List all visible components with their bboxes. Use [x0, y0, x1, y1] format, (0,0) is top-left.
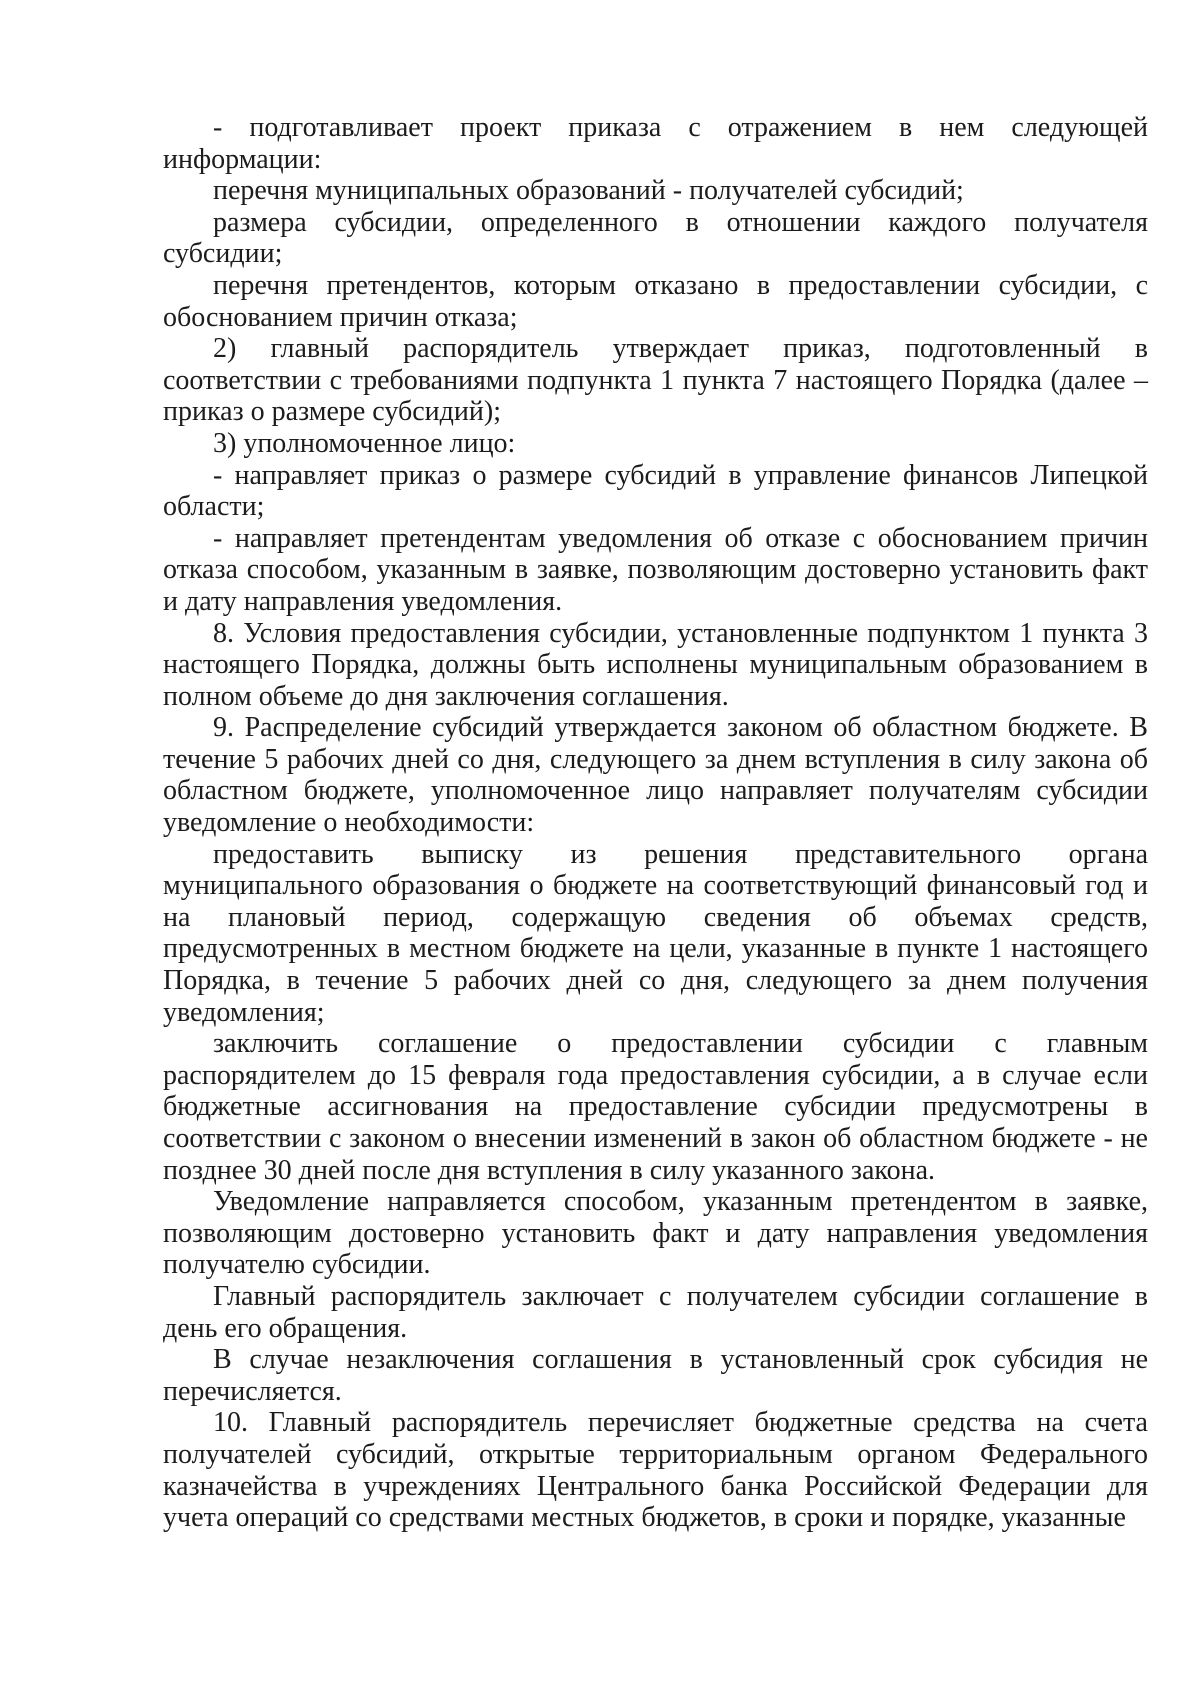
document-page [163, 112, 1148, 1534]
paragraph-refused-applicants: перечня претендентов, которым отказано в предоставлении субсидии, с обоснованием причин отказа; [163, 269, 1148, 333]
paragraph-order-draft: - подготавливает проект приказа с отражением в нем следующей информации: [163, 112, 1148, 175]
paragraph-clause-9: 9. Распределение субсидий утверждается законом об областном бюджете. В течение 5 рабочих дней со дня, следующего за днем вступления в силу закона об областном бюджете, уполномоченное лицо направляет получателям субсидии уведомление о необходимости: [163, 712, 1148, 839]
paragraph-clause-8: 8. Условия предоставления субсидии, установленные подпунктом 1 пункта 3 настоящего Порядка, должны быть исполнены муниципальным образованием в полном объеме до дня заключения соглашения. [163, 617, 1148, 712]
paragraph-item-3: 3) уполномоченное лицо: [213, 427, 516, 459]
paragraph-notification-method: Уведомление направляется способом, указанным претендентом в заявке, позволяющим достоверно установить факт и дату направления уведомления получателю субсидии. [163, 1186, 1148, 1281]
paragraph-agreement-day: Главный распорядитель заключает с получателем субсидии соглашение в день его обращения. [163, 1280, 1148, 1344]
paragraph-subsidy-size: размера субсидии, определенного в отношении каждого получателя субсидии; [163, 206, 1148, 270]
paragraph-municipalities-list: перечня муниципальных образований - получателей субсидий; [213, 175, 964, 207]
paragraph-non-conclusion: В случае незаключения соглашения в установленный срок субсидия не перечисляется. [163, 1344, 1148, 1407]
paragraph-clause-10: 10. Главный распорядитель перечисляет бюджетные средства на счета получателей субсидий, открытые территориальным органом Федерального казначейства в учреждениях Центрального банка Российской Федерации для учета операций со средствами местных бюджетов, в сроки и порядке, указанные [163, 1407, 1148, 1534]
paragraph-send-order: - направляет приказ о размере субсидий в управление финансов Липецкой области; [163, 459, 1148, 523]
paragraph-item-2: 2) главный распорядитель утверждает приказ, подготовленный в соответствии с требованиями подпункта 1 пункта 7 настоящего Порядка (далее – приказ о размере субсидий); [163, 333, 1148, 428]
paragraph-provide-extract: предоставить выписку из решения представительного органа муниципального образования о бюджете на соответствующий финансовый год и на плановый период, содержащую сведения об объемах средств, предусмотренных в местном бюджете на цели, указанные в пункте 1 настоящего Порядка, в течение 5 рабочих дней со дня, следующего за днем получения уведомления; [163, 838, 1148, 1028]
paragraph-conclude-agreement: заключить соглашение о предоставлении субсидии с главным распорядителем до 15 февраля года предоставления субсидии, а в случае если бюджетные ассигнования на предоставление субсидии предусмотрены в соответствии с законом о внесении изменений в закон об областном бюджете - не позднее 30 дней после дня вступления в силу указанного закона. [163, 1028, 1148, 1186]
paragraph-send-refusals: - направляет претендентам уведомления об отказе с обоснованием причин отказа способом, указанным в заявке, позволяющим достоверно установить факт и дату направления уведомления. [163, 522, 1148, 617]
